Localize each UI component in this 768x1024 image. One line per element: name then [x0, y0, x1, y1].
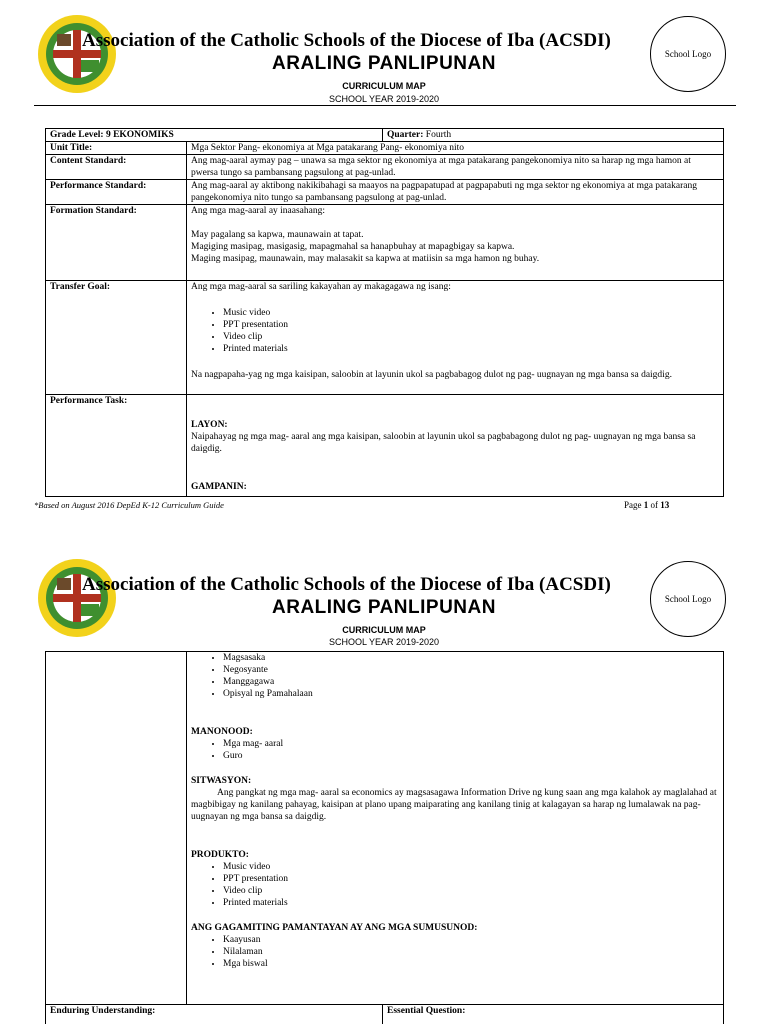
- unit-title-value: Mga Sektor Pang- ekonomiya at Mga patakarang Pang- ekonomiya nito: [187, 142, 724, 155]
- school-year: SCHOOL YEAR 2019-2020: [328, 94, 440, 104]
- performance-task-label: Performance Task:: [46, 395, 187, 497]
- gampanin-list: [191, 652, 719, 700]
- manonood-list: [191, 738, 719, 762]
- document-type: CURRICULUM MAP: [342, 81, 426, 91]
- document-type: CURRICULUM MAP: [342, 625, 426, 635]
- pamantayan-list: [191, 934, 719, 970]
- list-item: • PPT presentation: [223, 873, 719, 885]
- performance-standard-label: Performance Standard:: [46, 180, 187, 205]
- table-row: [46, 205, 724, 281]
- curriculum-map-table: [45, 128, 724, 497]
- produkto-heading: PRODUKTO:: [191, 850, 249, 860]
- performance-task-continued: [187, 652, 724, 1005]
- content-standard-label: Content Standard:: [46, 155, 187, 180]
- page-of: of: [650, 500, 658, 510]
- formation-standard-label: Formation Standard:: [46, 205, 187, 281]
- association-title: Association of the Catholic Schools of the Diocese of Iba (ACSDI): [82, 574, 611, 595]
- transfer-goal-label: Transfer Goal:: [46, 281, 187, 395]
- table-row: [46, 129, 724, 142]
- content-standard-value: Ang mag-aaral aymay pag – unawa sa mga sektor ng ekonomiya at mga patakarang pangekonomiya nito sa harap ng mga hamon at pwersa tungo sa pambansang pagsulong at pag-unlad.: [187, 155, 724, 180]
- pamantayan-heading: ANG GAGAMITING PAMANTAYAN AY ANG MGA SUMUSUNOD:: [191, 923, 478, 933]
- page-word: Page: [624, 500, 642, 510]
- curriculum-map-table-continued: [45, 651, 724, 1024]
- transfer-intro: Ang mga mag-aaral sa sariling kakayahan ay makagagawa ng isang:: [191, 282, 451, 292]
- formation-line: May pagalang sa kapwa, maunawain at tapat.: [191, 230, 364, 240]
- school-year: SCHOOL YEAR 2019-2020: [328, 637, 440, 647]
- table-row: [46, 281, 724, 395]
- school-logo-placeholder: School Logo: [650, 561, 726, 637]
- manonood-heading: MANONOOD:: [191, 727, 253, 737]
- unit-title-label: Unit Title:: [46, 142, 187, 155]
- table-row: [46, 142, 724, 155]
- footer-note: *Based on August 2016 DepEd K-12 Curriculum Guide: [34, 500, 224, 510]
- list-item: • Negosyante: [223, 664, 719, 676]
- list-item: • Mga mag- aaral: [223, 738, 719, 750]
- list-item: • Video clip: [223, 885, 719, 897]
- list-item: • PPT presentation: [223, 319, 719, 331]
- formation-line: Maging masipag, maunawain, may malasakit sa kapwa at matiisin sa mga hamon ng buhay.: [191, 254, 540, 264]
- document-page-2: [0, 540, 768, 1024]
- subject-title: ARALING PANLIPUNAN: [272, 53, 496, 74]
- list-item: • Printed materials: [223, 343, 719, 355]
- list-item: • Nilalaman: [223, 946, 719, 958]
- list-item: • Mga biswal: [223, 958, 719, 970]
- quarter-value: Fourth: [425, 130, 452, 140]
- formation-line: Magiging masipag, masigasig, mapagmahal sa hanapbuhay at mapagbigay sa kapwa.: [191, 242, 515, 252]
- performance-task-label-empty: [46, 652, 187, 1005]
- list-item: • Magsasaka: [223, 652, 719, 664]
- grade-level-cell: [46, 129, 383, 142]
- list-item: • Manggagawa: [223, 676, 719, 688]
- list-item: • Kaayusan: [223, 934, 719, 946]
- association-title: Association of the Catholic Schools of the Diocese of Iba (ACSDI): [82, 30, 611, 51]
- list-item: • Music video: [223, 307, 719, 319]
- sitwasyon-text: Ang pangkat ng mga mag- aaral sa economics ay magsasagawa Information Drive ng kung saan ang mga kalahok ay maglalahad at magbibigay ng kanilang pahayag, kaisipan at plano upang maiparating ang kanilang tinig at kalagayan sa harap ng lumalawak na pag- uugnayan ng mga bansa sa daigdig.: [191, 788, 717, 822]
- grade-level-value: 9 EKONOMIKS: [105, 130, 174, 140]
- list-item: • Video clip: [223, 331, 719, 343]
- sitwasyon-heading: SITWASYON:: [191, 776, 252, 786]
- page-counter: [624, 500, 669, 510]
- produkto-list: [191, 861, 719, 909]
- performance-task-value: [187, 395, 724, 497]
- page-number: 1: [643, 500, 649, 510]
- quarter-cell: [383, 129, 724, 142]
- enduring-understanding-label: Enduring Understanding:: [46, 1005, 383, 1024]
- layon-heading: LAYON:: [191, 420, 228, 430]
- school-logo-placeholder: School Logo: [650, 16, 726, 92]
- performance-standard-value: Ang mag-aaral ay aktibong nakikibahagi sa maayos na pagpapatupad at pagpapabuti ng mga sektor ng ekonomiya at mga patakarang pangekonomiya nito tungo sa pambansang pagsulong at pag-unlad.: [187, 180, 724, 205]
- list-item: • Guro: [223, 750, 719, 762]
- grade-level-label: Grade Level:: [50, 130, 104, 140]
- table-row: [46, 180, 724, 205]
- layon-text: Naipahayag ng mga mag- aaral ang mga kaisipan, saloobin at layunin ukol sa pagbabagong dulot ng pag- uugnayan ng mga bansa sa daigdig.: [191, 432, 696, 454]
- table-row: [46, 155, 724, 180]
- formation-intro: Ang mga mag-aaral ay inaasahang:: [191, 206, 325, 216]
- essential-question-label: Essential Question:: [383, 1005, 724, 1024]
- table-row: [46, 1005, 724, 1024]
- header-divider: [34, 105, 736, 106]
- gampanin-heading: GAMPANIN:: [191, 482, 247, 492]
- page-total: 13: [660, 500, 670, 510]
- list-item: • Music video: [223, 861, 719, 873]
- transfer-list: [191, 307, 719, 355]
- table-row: [46, 652, 724, 1005]
- table-row: [46, 395, 724, 497]
- quarter-label: Quarter:: [387, 130, 424, 140]
- list-item: • Opisyal ng Pamahalaan: [223, 688, 719, 700]
- transfer-goal-value: [187, 281, 724, 395]
- formation-standard-value: [187, 205, 724, 281]
- transfer-outro: Na nagpapaha-yag ng mga kaisipan, saloobin at layunin ukol sa pagbabagog dulot ng pag- uugnayan ng mga bansa sa daigdig.: [191, 370, 672, 380]
- list-item: • Printed materials: [223, 897, 719, 909]
- subject-title: ARALING PANLIPUNAN: [272, 597, 496, 618]
